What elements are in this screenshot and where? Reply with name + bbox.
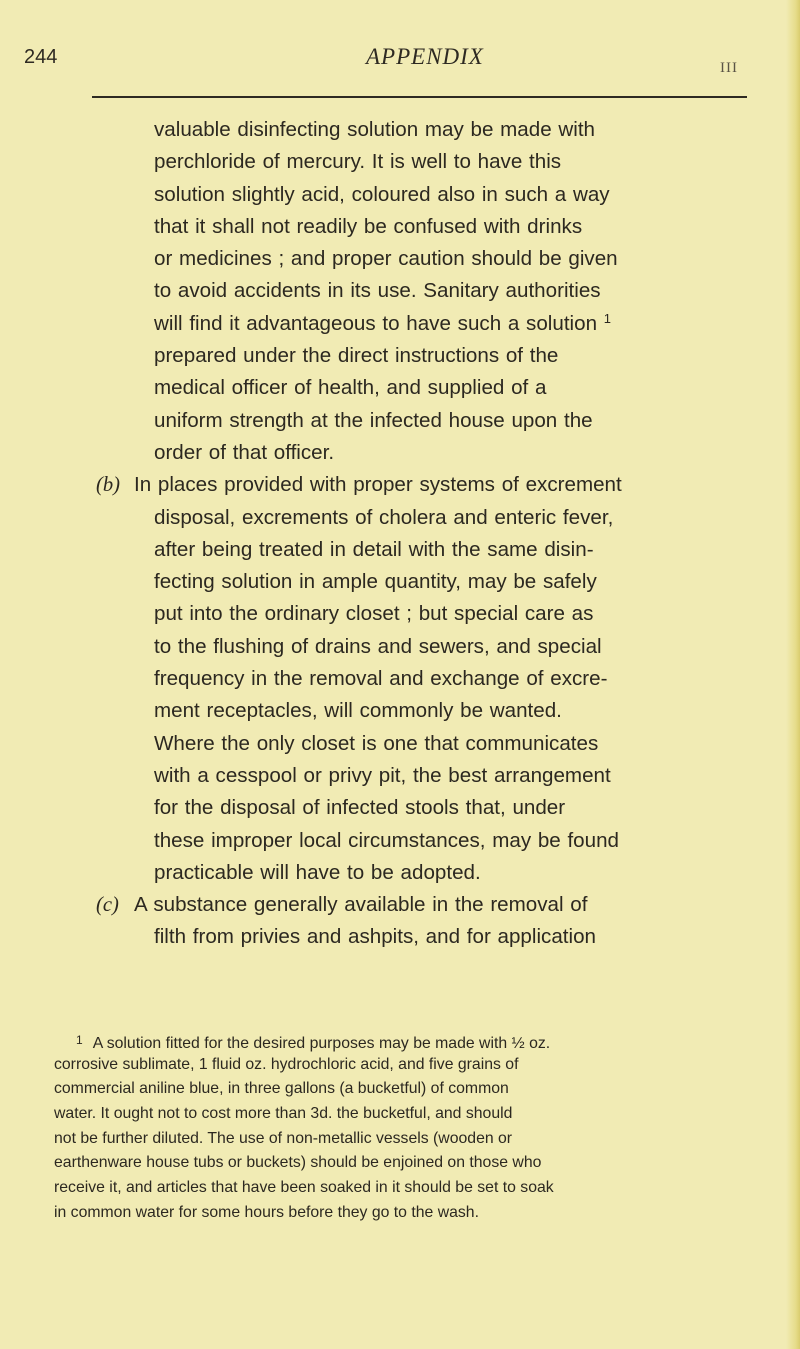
paragraph-label-b: (b) xyxy=(96,474,121,497)
text-line: that it shall not readily be confused with drinks xyxy=(154,214,583,238)
text-line: medical officer of health, and supplied of a xyxy=(154,376,547,400)
text-line: to the flushing of drains and sewers, and special xyxy=(154,634,602,658)
text-segment: will find it advantageous to have such a solution xyxy=(154,311,598,335)
section-folio: III xyxy=(720,60,738,76)
header-rule xyxy=(92,96,747,98)
footnote-line: corrosive sublimate, 1 fluid oz. hydrochloric acid, and five grains of xyxy=(54,1055,519,1073)
footnote-first-line xyxy=(54,1028,766,1053)
text-line: disposal, excrements of cholera and enteric fever, xyxy=(154,505,614,529)
text-line: put into the ordinary closet ; but special care as xyxy=(154,602,594,626)
text-line: ment receptacles, will commonly be wanted. xyxy=(154,699,562,723)
footnote-line: not be further diluted. The use of non-metallic vessels (wooden or xyxy=(54,1129,513,1147)
paragraph-b-first-line xyxy=(96,469,766,501)
text-line: valuable disinfecting solution may be made with xyxy=(154,118,596,141)
text-line: for the disposal of infected stools that, under xyxy=(154,796,566,820)
text-line: to avoid accidents in its use. Sanitary authorities xyxy=(154,279,601,303)
text-line: after being treated in detail with the same disin- xyxy=(154,537,594,561)
footnote-line: water. It ought not to cost more than 3d. the bucketful, and should xyxy=(54,1105,513,1123)
text-line: with a cesspool or privy pit, the best arrangement xyxy=(154,763,611,787)
text-line: these improper local circumstances, may be found xyxy=(154,828,619,852)
paragraph-label-c: (c) xyxy=(96,894,119,917)
footnote-reference: 1 xyxy=(603,310,612,326)
text-line: order of that officer. xyxy=(154,440,335,464)
text-line xyxy=(96,308,766,340)
text-line: frequency in the removal and exchange of excre- xyxy=(154,667,608,691)
text-line: or medicines ; and proper caution should be given xyxy=(154,247,618,271)
text-segment: A substance generally available in the removal of xyxy=(134,893,588,917)
text-line: filth from privies and ashpits, and for application xyxy=(154,925,596,949)
text-line: practicable will have to be adopted. xyxy=(154,860,481,884)
running-head: APPENDIX xyxy=(366,44,484,69)
text-line: Where the only closet is one that communicates xyxy=(154,731,599,755)
page-edge xyxy=(786,0,800,1349)
page-header xyxy=(0,40,800,80)
footnote-line: commercial aniline blue, in three gallons (a bucketful) of common xyxy=(54,1080,509,1098)
text-line: uniform strength at the infected house upon the xyxy=(154,408,593,432)
text-line: prepared under the direct instructions of the xyxy=(154,344,559,368)
paragraph-c-first-line xyxy=(96,889,766,921)
footnote-line: earthenware house tubs or buckets) should be enjoined on those who xyxy=(54,1154,542,1172)
page-number: 244 xyxy=(24,46,58,68)
text-line: solution slightly acid, coloured also in such a way xyxy=(154,182,610,206)
footnote-mark: 1 xyxy=(76,1033,83,1047)
body-text xyxy=(96,114,766,954)
text-line: fecting solution in ample quantity, may be safely xyxy=(154,570,597,594)
footnote-line: in common water for some hours before they go to the wash. xyxy=(54,1203,479,1221)
text-segment: In places provided with proper systems of excrement xyxy=(134,473,622,497)
footnote-line: receive it, and articles that have been soaked in it should be set to soak xyxy=(54,1179,554,1197)
footnote xyxy=(54,1028,766,1226)
text-line: perchloride of mercury. It is well to have this xyxy=(154,150,562,174)
text-segment: A solution fitted for the desired purposes may be made with ½ oz. xyxy=(92,1035,551,1052)
